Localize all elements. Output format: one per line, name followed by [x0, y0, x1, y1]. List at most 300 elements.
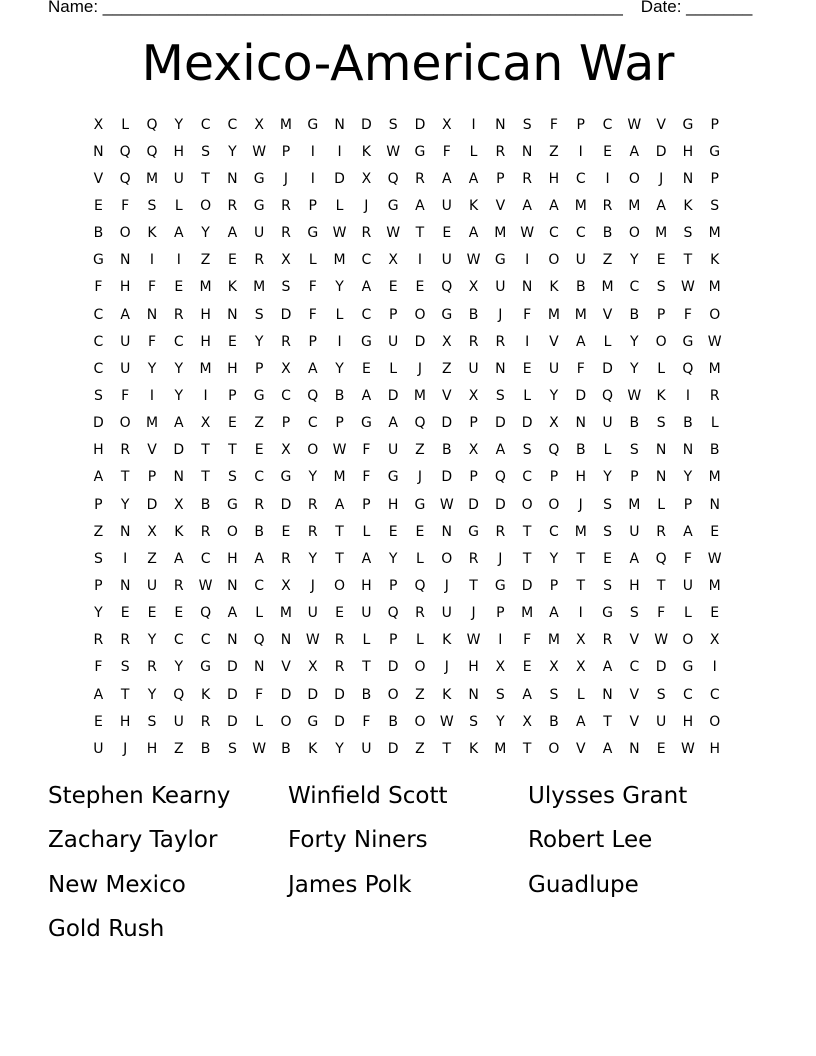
grid-letter: U	[602, 415, 613, 432]
grid-letter: W	[198, 577, 213, 594]
grid-letter: C	[173, 333, 184, 350]
grid-letter: F	[94, 279, 103, 296]
grid-letter: E	[522, 360, 532, 377]
grid-letter: L	[255, 605, 264, 622]
grid-letter: M	[708, 360, 721, 377]
grid-letter: W	[681, 279, 695, 296]
grid-letter: Q	[494, 469, 506, 486]
grid-letter: M	[708, 577, 721, 594]
grid-letter: T	[201, 469, 210, 486]
grid-letter: W	[681, 740, 695, 757]
grid-letter: M	[521, 605, 534, 622]
grid-letter: H	[119, 279, 131, 296]
grid-letter: M	[253, 279, 266, 296]
grid-letter: P	[683, 496, 693, 513]
grid-letter: L	[469, 143, 478, 160]
grid-letter: M	[574, 197, 587, 214]
grid-letter: B	[629, 415, 640, 432]
grid-letter: M	[628, 496, 641, 513]
grid-letter: N	[495, 116, 506, 133]
grid-letter: Z	[147, 550, 157, 567]
grid-letter: E	[254, 442, 264, 459]
date-field[interactable]: Date: _______	[640, 0, 753, 16]
grid-letter: V	[602, 306, 613, 323]
grid-letter: F	[523, 632, 532, 649]
grid-letter: P	[496, 170, 505, 187]
grid-letter: M	[574, 523, 587, 540]
grid-letter: C	[522, 469, 533, 486]
grid-letter: Q	[602, 387, 614, 404]
grid-letter: F	[121, 387, 130, 404]
grid-letter: R	[93, 632, 104, 649]
grid-letter: B	[361, 686, 372, 703]
grid-letter: Q	[119, 143, 131, 160]
grid-letter: N	[682, 442, 694, 459]
grid-letter: Z	[415, 442, 425, 459]
grid-letter: O	[628, 170, 640, 187]
grid-letter: U	[307, 605, 318, 622]
grid-letter: R	[200, 523, 211, 540]
grid-letter: O	[119, 415, 131, 432]
grid-letter: M	[333, 469, 346, 486]
grid-letter: Z	[200, 252, 211, 269]
grid-letter: Y	[335, 279, 344, 296]
grid-letter: A	[602, 659, 613, 676]
grid-letter: A	[174, 550, 184, 567]
grid-letter: A	[629, 143, 640, 160]
grid-letter: G	[468, 523, 479, 540]
grid-letter: Q	[146, 116, 158, 133]
grid-letter: C	[361, 252, 372, 269]
grid-letter: P	[254, 360, 264, 377]
grid-letter: O	[200, 197, 212, 214]
grid-letter: E	[388, 523, 398, 540]
grid-letter: Q	[441, 279, 453, 296]
letter-grid	[85, 111, 728, 762]
grid-letter: L	[710, 415, 719, 432]
grid-letter: T	[442, 740, 452, 757]
grid-letter: F	[362, 442, 371, 459]
grid-letter: X	[441, 116, 452, 133]
grid-letter: Q	[655, 550, 667, 567]
grid-letter: N	[93, 143, 104, 160]
grid-letter: Z	[173, 740, 184, 757]
grid-letter: X	[522, 713, 532, 730]
grid-letter: D	[226, 686, 238, 703]
grid-letter: D	[387, 387, 399, 404]
grid-letter: P	[362, 496, 371, 513]
grid-letter: A	[93, 686, 104, 703]
grid-letter: U	[388, 442, 399, 459]
grid-letter: Y	[201, 225, 210, 242]
grid-letter: X	[549, 659, 559, 676]
grid-letter: C	[575, 225, 586, 242]
grid-letter: J	[498, 306, 503, 323]
grid-letter: G	[253, 197, 265, 214]
grid-letter: G	[387, 197, 399, 214]
grid-letter: B	[388, 713, 398, 730]
grid-letter: C	[575, 170, 586, 187]
word-list-item: Guadlupe	[528, 871, 639, 898]
grid-letter: Y	[174, 387, 184, 404]
grid-letter: D	[226, 659, 238, 676]
grid-letter: D	[602, 360, 613, 377]
grid-letter: T	[362, 659, 371, 676]
grid-letter: P	[576, 116, 585, 133]
grid-letter: H	[93, 442, 104, 459]
grid-letter: Y	[335, 740, 344, 757]
grid-letter: E	[388, 279, 398, 296]
grid-letter: A	[415, 197, 425, 214]
grid-letter: R	[602, 632, 613, 649]
grid-letter: I	[337, 333, 342, 350]
grid-letter: Y	[147, 360, 157, 377]
grid-letter: Z	[93, 523, 104, 540]
grid-letter: V	[629, 713, 640, 730]
grid-letter: V	[656, 116, 666, 133]
grid-letter: T	[576, 577, 586, 594]
grid-letter: X	[173, 496, 184, 513]
grid-letter: D	[146, 496, 158, 513]
grid-letter: C	[629, 659, 640, 676]
name-field[interactable]: Name: _______________________________________________________	[48, 0, 623, 16]
grid-letter: H	[200, 333, 211, 350]
grid-letter: L	[255, 713, 264, 730]
grid-letter: T	[201, 442, 210, 459]
grid-letter: U	[361, 605, 372, 622]
page-title: Mexico-American War	[141, 35, 675, 92]
grid-letter: G	[441, 306, 453, 323]
grid-letter: U	[388, 333, 399, 350]
grid-letter: O	[414, 659, 426, 676]
grid-letter: T	[522, 740, 532, 757]
grid-letter: H	[709, 740, 720, 757]
grid-letter: M	[279, 116, 293, 133]
grid-letter: E	[710, 523, 720, 540]
grid-letter: I	[578, 605, 583, 622]
grid-letter: Q	[414, 415, 426, 432]
grid-letter: N	[334, 116, 345, 133]
grid-letter: C	[549, 225, 559, 242]
grid-letter: J	[659, 170, 664, 187]
grid-letter: D	[387, 659, 399, 676]
grid-letter: L	[362, 523, 371, 540]
grid-letter: D	[334, 170, 345, 187]
word-list	[48, 774, 768, 951]
grid-letter: E	[522, 659, 532, 676]
grid-letter: Q	[387, 170, 399, 187]
grid-letter: N	[521, 279, 533, 296]
grid-letter: E	[415, 279, 425, 296]
grid-letter: Z	[441, 360, 452, 377]
grid-letter: A	[254, 550, 264, 567]
grid-letter: D	[655, 659, 667, 676]
grid-letter: Y	[120, 496, 130, 513]
grid-letter: X	[281, 442, 291, 459]
grid-letter: A	[120, 306, 130, 323]
grid-letter: S	[656, 686, 666, 703]
grid-letter: G	[360, 415, 372, 432]
grid-letter: S	[227, 469, 237, 486]
grid-letter: H	[361, 577, 372, 594]
grid-letter: H	[548, 170, 560, 187]
grid-letter: R	[602, 197, 613, 214]
grid-letter: S	[120, 659, 130, 676]
grid-letter: J	[364, 197, 369, 214]
grid-letter: H	[173, 143, 185, 160]
grid-letter: T	[522, 550, 532, 567]
grid-letter: B	[254, 523, 264, 540]
grid-letter: N	[495, 360, 506, 377]
grid-letter: D	[280, 686, 292, 703]
grid-letter: Y	[630, 252, 639, 269]
grid-letter: K	[468, 740, 479, 757]
grid-letter: O	[682, 632, 694, 649]
grid-letter: Y	[630, 360, 639, 377]
grid-letter: A	[522, 686, 532, 703]
grid-letter: Q	[682, 360, 694, 377]
word-list-item: Winfield Scott	[288, 783, 448, 809]
grid-letter: B	[93, 225, 104, 242]
grid-letter: T	[335, 550, 344, 567]
grid-letter: D	[441, 469, 453, 486]
grid-letter: R	[281, 197, 291, 214]
grid-letter: P	[630, 469, 639, 486]
grid-letter: P	[656, 306, 666, 323]
grid-letter: P	[496, 605, 505, 622]
grid-letter: F	[576, 360, 585, 377]
grid-letter: Z	[602, 252, 613, 269]
grid-letter: G	[200, 659, 212, 676]
grid-letter: Y	[147, 632, 157, 649]
grid-letter: P	[335, 415, 344, 432]
grid-letter: N	[602, 686, 613, 703]
grid-letter: L	[335, 306, 344, 323]
grid-letter: K	[683, 197, 693, 214]
grid-letter: D	[414, 333, 426, 350]
grid-letter: I	[123, 550, 128, 567]
grid-letter: I	[149, 387, 155, 404]
grid-letter: C	[281, 387, 291, 404]
grid-letter: K	[442, 632, 452, 649]
grid-letter: V	[495, 197, 506, 214]
grid-letter: G	[682, 116, 694, 133]
grid-letter: T	[415, 225, 425, 242]
grid-letter: T	[603, 713, 612, 730]
grid-letter: G	[387, 469, 399, 486]
grid-letter: G	[307, 116, 319, 133]
grid-letter: E	[710, 605, 720, 622]
grid-letter: W	[332, 225, 347, 242]
grid-letter: C	[709, 686, 720, 703]
grid-letter: E	[415, 523, 425, 540]
grid-letter: I	[176, 252, 181, 269]
grid-letter: G	[494, 252, 506, 269]
grid-letter: I	[471, 116, 476, 133]
grid-letter: V	[281, 659, 291, 676]
grid-letter: E	[174, 279, 184, 296]
grid-letter: K	[308, 740, 318, 757]
grid-letter: D	[226, 713, 238, 730]
grid-letter: O	[119, 225, 131, 242]
grid-letter: D	[521, 577, 533, 594]
grid-letter: P	[94, 577, 103, 594]
grid-letter: D	[93, 415, 104, 432]
grid-letter: Y	[308, 550, 318, 567]
grid-letter: O	[414, 713, 426, 730]
grid-letter: O	[226, 523, 238, 540]
grid-letter: H	[119, 713, 131, 730]
grid-letter: T	[576, 550, 586, 567]
grid-letter: X	[468, 442, 479, 459]
grid-letter: A	[575, 713, 586, 730]
grid-letter: D	[441, 415, 453, 432]
grid-letter: R	[495, 333, 506, 350]
grid-letter: P	[388, 306, 398, 323]
grid-letter: E	[120, 605, 130, 622]
grid-letter: X	[468, 387, 479, 404]
grid-letter: A	[549, 605, 559, 622]
grid-letter: L	[416, 550, 424, 567]
grid-letter: M	[708, 225, 721, 242]
grid-letter: T	[228, 442, 237, 459]
grid-letter: C	[307, 415, 318, 432]
word-list-item: Gold Rush	[48, 915, 165, 942]
grid-letter: D	[468, 496, 479, 513]
grid-letter: Q	[253, 632, 265, 649]
grid-letter: A	[683, 523, 693, 540]
grid-letter: R	[120, 632, 131, 649]
grid-letter: R	[307, 523, 318, 540]
grid-letter: U	[441, 197, 452, 214]
grid-letter: F	[121, 197, 130, 214]
grid-letter: C	[93, 306, 104, 323]
grid-letter: H	[227, 550, 238, 567]
grid-letter: E	[227, 252, 237, 269]
grid-letter: R	[254, 252, 265, 269]
grid-letter: L	[523, 387, 532, 404]
grid-letter: X	[441, 333, 452, 350]
grid-letter: W	[439, 496, 454, 513]
grid-letter: P	[147, 469, 157, 486]
grid-letter: R	[468, 550, 479, 567]
grid-letter: N	[119, 577, 131, 594]
grid-letter: Y	[549, 550, 559, 567]
grid-letter: R	[227, 197, 238, 214]
grid-letter: P	[281, 143, 291, 160]
grid-letter: T	[120, 469, 130, 486]
grid-letter: N	[655, 442, 667, 459]
grid-letter: B	[441, 442, 452, 459]
grid-letter: M	[708, 279, 721, 296]
grid-letter: J	[578, 496, 583, 513]
grid-letter: S	[388, 116, 398, 133]
grid-letter: U	[629, 523, 640, 540]
grid-letter: A	[361, 279, 372, 296]
grid-letter: E	[335, 605, 344, 622]
grid-letter: K	[200, 686, 211, 703]
grid-letter: E	[281, 523, 291, 540]
grid-letter: S	[629, 442, 639, 459]
grid-letter: R	[200, 713, 211, 730]
grid-letter: Y	[174, 116, 184, 133]
grid-letter: A	[549, 197, 559, 214]
grid-letter: D	[334, 713, 345, 730]
grid-letter: D	[414, 116, 426, 133]
grid-letter: G	[709, 143, 721, 160]
word-list-item: Ulysses Grant	[528, 783, 688, 809]
grid-letter: C	[200, 116, 211, 133]
grid-letter: L	[684, 605, 692, 622]
grid-letter: C	[200, 632, 211, 649]
grid-letter: T	[201, 170, 210, 187]
grid-letter: J	[498, 550, 503, 567]
grid-letter: Z	[415, 740, 425, 757]
grid-letter: X	[361, 170, 372, 187]
grid-letter: R	[334, 659, 345, 676]
grid-letter: R	[495, 143, 506, 160]
grid-letter: A	[174, 415, 184, 432]
grid-letter: G	[92, 252, 104, 269]
grid-letter: L	[174, 197, 183, 214]
grid-letter: N	[227, 632, 238, 649]
grid-letter: I	[203, 387, 208, 404]
grid-letter: Q	[307, 387, 319, 404]
grid-letter: O	[414, 306, 426, 323]
grid-letter: U	[441, 605, 452, 622]
grid-letter: G	[682, 333, 694, 350]
grid-letter: A	[174, 225, 184, 242]
grid-letter: A	[307, 360, 318, 377]
grid-letter: D	[173, 442, 185, 459]
grid-letter: P	[388, 577, 398, 594]
grid-letter: E	[361, 360, 371, 377]
grid-letter: Q	[200, 605, 212, 622]
grid-letter: P	[710, 170, 719, 187]
grid-letter: E	[147, 605, 157, 622]
grid-letter: U	[146, 577, 158, 594]
grid-letter: I	[525, 252, 530, 269]
grid-letter: E	[603, 550, 612, 567]
grid-letter: S	[603, 523, 612, 540]
grid-letter: M	[547, 306, 560, 323]
grid-letter: P	[710, 116, 719, 133]
grid-letter: O	[709, 713, 721, 730]
word-list-item: Zachary Taylor	[48, 827, 218, 854]
grid-letter: U	[548, 360, 560, 377]
grid-letter: O	[548, 252, 560, 269]
grid-letter: R	[281, 550, 291, 567]
grid-letter: X	[468, 279, 479, 296]
grid-letter: H	[629, 577, 640, 594]
grid-letter: A	[93, 469, 104, 486]
grid-letter: O	[280, 713, 292, 730]
grid-letter: H	[682, 713, 694, 730]
grid-letter: C	[93, 333, 104, 350]
grid-letter: D	[494, 415, 506, 432]
grid-letter: G	[494, 577, 506, 594]
grid-letter: A	[361, 550, 372, 567]
grid-letter: M	[199, 360, 212, 377]
grid-letter: J	[417, 469, 423, 486]
grid-letter: O	[441, 550, 453, 567]
grid-letter: K	[174, 523, 184, 540]
grid-letter: K	[147, 225, 157, 242]
grid-letter: B	[200, 740, 211, 757]
grid-letter: D	[655, 143, 667, 160]
grid-letter: F	[147, 333, 157, 350]
grid-letter: E	[656, 740, 666, 757]
